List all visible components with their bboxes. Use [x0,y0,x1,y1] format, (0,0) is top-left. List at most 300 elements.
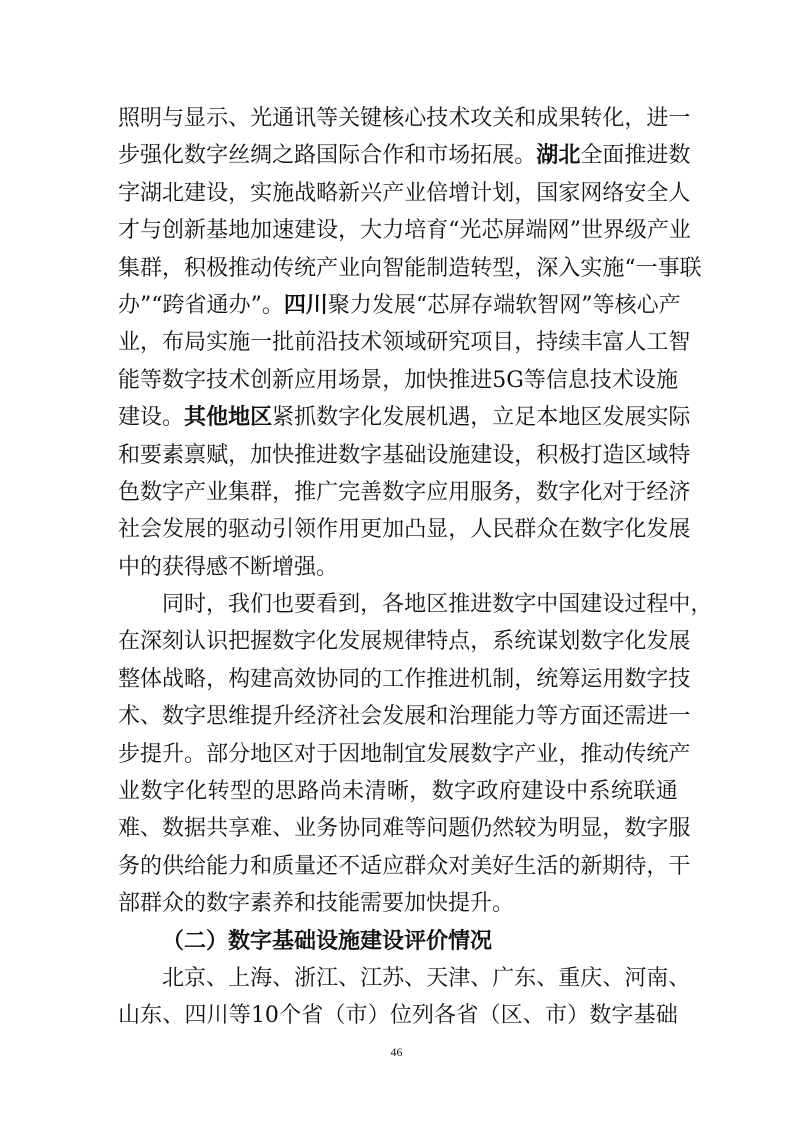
text-char: 认 [184,629,207,655]
text-char: （ [323,1003,346,1029]
text-char: 业 [118,779,141,805]
text-char: 还 [316,853,339,879]
text-char: 尚 [319,779,342,805]
text-char: 列 [412,1003,435,1029]
text-char: 培 [404,218,427,244]
text-char: 能 [492,704,515,730]
text-char: 设 [140,405,163,431]
text-char: 制 [492,666,515,692]
text-char: ， [382,367,405,393]
text-line [118,250,702,287]
text-char: 网 [580,180,603,206]
text-char: 应 [294,367,317,393]
text-char: 务 [316,816,339,842]
text-line [118,736,691,773]
text-char: 照 [118,106,141,131]
text-char: 产 [184,479,207,505]
text-char: 产 [668,741,691,767]
text-char: 宜 [404,741,427,767]
text-char: 发 [382,405,405,431]
text-char: 展 [404,405,427,431]
text-char: 加 [250,442,273,468]
text-char: 于 [316,741,339,767]
text-char: 市 [345,1003,368,1029]
text-char: 和 [426,704,449,730]
text-char: 络 [602,180,625,206]
text-char: 完 [338,479,361,505]
text-char: 际 [338,143,361,169]
text-char: 点 [448,629,471,655]
text-char: 建 [521,779,544,805]
text-char: 、 [404,965,427,991]
text-line [118,287,681,324]
text-char: 术 [611,367,634,393]
text-char: 时 [184,592,207,618]
text-char: 发 [382,704,405,730]
text-char: 业 [206,479,229,505]
text-char: 展 [393,292,416,318]
text-char: 设 [492,442,515,468]
text-line [118,399,691,436]
text-char: 作 [382,143,405,169]
text-char: 统 [294,255,317,281]
text-char: 字 [646,666,669,692]
text-char: 和 [404,143,427,169]
text-char: 智 [537,292,560,318]
text-char: 全 [646,180,669,206]
text-char: 个 [279,1003,302,1029]
text-char: 明 [140,106,163,131]
text-char: 战 [162,666,185,692]
text-char: 聚 [327,292,350,318]
text-char: 展 [404,704,427,730]
text-char: 建 [250,666,273,692]
text-char: 等 [523,367,546,393]
text-char: 化 [624,629,647,655]
text-char: 美 [470,853,493,879]
text-char: 领 [294,517,317,543]
text-char: 设 [602,592,625,618]
text-char: 用 [338,517,361,543]
text-char: 东 [514,965,537,991]
text-char: 建 [580,592,603,618]
text-char: 业 [404,180,427,206]
text-char: 对 [602,479,625,505]
text-char: 场 [338,367,361,393]
text-char: 、 [140,704,163,730]
text-char: 较 [514,816,537,842]
text-char: 新 [272,367,295,393]
text-char: 规 [382,629,405,655]
text-segment: （二）数字基础设施建设评价情况 [162,927,493,954]
text-char: 数 [431,779,454,805]
text-line [118,324,691,361]
text-char: 程 [646,592,669,618]
text-char: 业 [294,816,317,842]
text-char: 还 [602,704,625,730]
text-char: “ [415,292,428,318]
text-char: 一 [635,255,658,281]
text-char: 发 [602,405,625,431]
text-char: 各 [382,592,405,618]
text-char: 基 [382,442,405,468]
text-char: 字 [118,180,141,206]
text-char: 加 [404,367,427,393]
text-char: 北 [162,965,185,991]
text-char: 造 [448,255,471,281]
text-char: 人 [470,517,493,543]
text-char: 加 [250,218,273,244]
text-char: 办 [228,292,251,318]
text-char: 化 [316,629,339,655]
text-char: 体 [140,666,163,692]
text-char: 展 [492,143,515,169]
text-char: ” [250,292,262,318]
text-char: 面 [602,143,625,169]
text-char: 项 [470,330,493,356]
text-char: 展 [360,629,383,655]
text-char: 在 [118,629,141,655]
text-char: 通 [206,292,229,318]
text-char: 看 [316,592,339,618]
text-char: 数 [492,592,515,618]
text-char: 素 [162,442,185,468]
text-char: 效 [294,666,317,692]
text-char: 服 [470,479,493,505]
text-char: “ [624,255,636,281]
text-char: ， [470,629,493,655]
text-char: 局 [184,330,207,356]
text-char: 核 [614,292,637,318]
text-char: 端 [525,218,548,244]
text-char: ） [367,1003,390,1029]
text-char: 引 [272,517,295,543]
text-char: 政 [476,779,499,805]
text-char: 网 [559,292,582,318]
text-char: 极 [558,442,581,468]
text-line [118,175,691,212]
text-char: 产 [382,180,405,206]
text-char: 育 [426,218,449,244]
text-char: 用 [602,666,625,692]
text-char: 设 [206,180,229,206]
text-char: 高 [272,666,295,692]
text-char: 数 [338,442,361,468]
text-char: ” [581,292,593,318]
text-char: 基 [633,1003,656,1029]
text-char: 等 [316,106,339,131]
text-line [118,100,691,137]
text-char: 重 [558,965,581,991]
text-char: 服 [668,816,691,842]
text-char: 生 [514,853,537,879]
text-char: 讯 [294,106,317,131]
text-char: 、 [522,1003,545,1029]
text-char: 东 [140,1003,163,1029]
text-char: 享 [228,816,251,842]
text-char: 紧 [272,405,295,431]
text-char: 因 [338,741,361,767]
text-char: 新 [184,218,207,244]
text-char: 字 [602,629,625,655]
text-char: 快 [426,367,449,393]
text-char: 领 [382,330,405,356]
text-char: 众 [426,853,449,879]
text-char: 10 [250,1003,279,1029]
text-char: 浙 [294,965,317,991]
text-char: 题 [448,816,471,842]
text-char: 广 [492,965,515,991]
text-char: 屏 [449,292,472,318]
text-char: 能 [404,255,427,281]
text-char: 民 [492,517,515,543]
text-char: 数 [470,741,493,767]
text-char: 础 [404,442,427,468]
text-char: 和 [250,853,273,879]
text-char: 部 [206,741,229,767]
text-char: 端 [493,292,516,318]
text-char: 过 [624,592,647,618]
text-char: 发 [646,517,669,543]
text-char: 发 [646,629,669,655]
text-char: 明 [558,816,581,842]
text-char: 术 [228,367,251,393]
text-line [118,960,691,997]
text-char: 的 [360,666,383,692]
text-char: 界 [602,218,625,244]
text-char: 市 [544,1003,567,1029]
text-char: 庆 [580,965,603,991]
text-char: 广 [316,479,339,505]
text-char: 方 [558,704,581,730]
text-char: 沿 [316,330,339,356]
text-char: 转 [470,255,493,281]
text-char: 海 [250,965,273,991]
text-char: 智 [668,330,691,356]
text-char: 实 [580,255,603,281]
text-char: 示 [206,106,229,131]
text-char: 问 [426,816,449,842]
text-char: 积 [536,442,559,468]
text-char: 要 [140,442,163,468]
text-char: ， [602,816,625,842]
text-char: 江 [360,965,383,991]
text-char: 技 [206,367,229,393]
text-char: 之 [272,143,295,169]
text-char: 显 [426,517,449,543]
text-char: 协 [338,816,361,842]
text-char: 中 [566,779,589,805]
text-char: ， [162,255,185,281]
text-char: 济 [668,479,691,505]
text-line [118,623,691,660]
text-char: 合 [360,143,383,169]
text-char: 未 [342,779,365,805]
text-char: 战 [294,180,317,206]
text-line [118,997,678,1034]
text-char: 业 [536,741,559,767]
text-char: 、 [602,965,625,991]
text-char: 等 [592,292,615,318]
text-char: 屏 [503,218,526,244]
text-char: 地 [404,592,427,618]
text-char: 动 [602,741,625,767]
text-char: 键 [360,106,383,131]
text-char: 步 [118,741,141,767]
text-char: 机 [470,666,493,692]
text-char: 数 [316,405,339,431]
text-char: 给 [184,853,207,879]
text-char: 统 [536,666,559,692]
text-char: 与 [140,218,163,244]
text-char: 发 [162,517,185,543]
text-char: 进 [646,143,669,169]
text-char: 跨 [162,292,185,318]
text-char: 产 [658,292,681,318]
text-char: 进 [316,442,339,468]
text-char: 一 [668,704,691,730]
text-char: 数 [589,1003,612,1029]
text-char: 产 [646,218,669,244]
text-char: 数 [184,143,207,169]
text-char: 的 [252,779,275,805]
text-char: 、 [140,816,163,842]
text-char: 应 [382,853,405,879]
text-line [118,586,713,623]
text-char: 津 [448,965,471,991]
text-char: 山 [118,1003,141,1029]
text-char: 成 [536,106,559,131]
text-char: 前 [294,330,317,356]
text-char: 字 [514,592,537,618]
text-char: 。 [184,741,207,767]
text-char: 他 [206,404,229,431]
text-char: 力 [514,704,537,730]
text-char: 禀 [184,442,207,468]
text-char: 整 [118,666,141,692]
text-char: 联 [679,255,702,281]
text-char: 果 [558,106,581,131]
text-line [118,362,678,399]
text-char: 干 [668,853,691,879]
text-char: 技 [426,106,449,131]
text-char: 丰 [580,330,603,356]
text-char: 群 [514,517,537,543]
text-char: 展 [624,405,647,431]
text-char: 系 [588,779,611,805]
text-char: 北 [558,142,581,169]
text-char: 动 [250,255,273,281]
text-char: 据 [184,816,207,842]
text-char: 集 [228,479,251,505]
text-char: 工 [382,666,405,692]
text-char: 创 [162,218,185,244]
text-char: 地 [228,218,251,244]
text-char: 域 [646,442,669,468]
text-char: 显 [184,106,207,131]
text-char: 施 [602,255,625,281]
text-char: 打 [580,442,603,468]
text-char: 通 [272,106,295,131]
text-char: 思 [206,704,229,730]
text-char: 善 [360,479,383,505]
text-char: 技 [338,330,361,356]
text-char: 光 [459,218,482,244]
text-char: 联 [633,779,656,805]
text-char: 软 [515,292,538,318]
text-char: 推 [294,479,317,505]
text-char: ， [470,405,493,431]
text-char: 全 [580,143,603,169]
text-char: 刻 [162,629,185,655]
text-char: 本 [536,405,559,431]
text-char: 场 [448,143,471,169]
text-char: 数 [272,629,295,655]
text-char: 其 [184,404,207,431]
text-char: 提 [250,704,273,730]
text-char: 理 [470,704,493,730]
text-line [118,437,691,474]
text-char: 群 [140,255,163,281]
text-char: 的 [140,853,163,879]
text-char: 用 [316,367,339,393]
text-char: 分 [228,741,251,767]
text-char: 识 [206,629,229,655]
text-char: 治 [448,704,471,730]
text-char: 通 [655,779,678,805]
text-char: 景 [360,367,383,393]
text-char: 等 [536,704,559,730]
text-char: 息 [567,367,590,393]
text-char: 国 [558,592,581,618]
text-char: 础 [655,1003,678,1029]
text-char: 研 [426,330,449,356]
text-char: 施 [272,180,295,206]
text-char: ， [206,666,229,692]
text-char: 律 [404,629,427,655]
text-char: 京 [184,965,207,991]
text-char: 区 [426,592,449,618]
text-char: 进 [448,666,471,692]
text-char: 家 [558,180,581,206]
text-char: 动 [250,517,273,543]
text-char: “ [151,292,163,318]
text-char: 批 [272,330,295,356]
text-char: 赋 [206,442,229,468]
text-char: 显 [580,816,603,842]
text-char: 四 [283,291,306,318]
text-char: 大 [360,218,383,244]
text-char: 字 [184,367,207,393]
text-char: 推 [448,592,471,618]
text-char: 智 [382,255,405,281]
text-char: 建 [184,180,207,206]
text-char: 区 [250,404,273,431]
text-char: 。 [162,405,185,431]
text-char: 核 [382,106,405,131]
text-char: 江 [316,965,339,991]
text-char: 众 [536,517,559,543]
text-char: 四 [184,1003,207,1029]
text-char: 也 [272,592,295,618]
text-char: 区 [272,741,295,767]
text-char: 等 [404,816,427,842]
text-char: 略 [184,666,207,692]
text-char: 设 [633,367,656,393]
text-char: ， [338,218,361,244]
text-char: 难 [118,816,141,842]
text-char: 仍 [470,816,493,842]
